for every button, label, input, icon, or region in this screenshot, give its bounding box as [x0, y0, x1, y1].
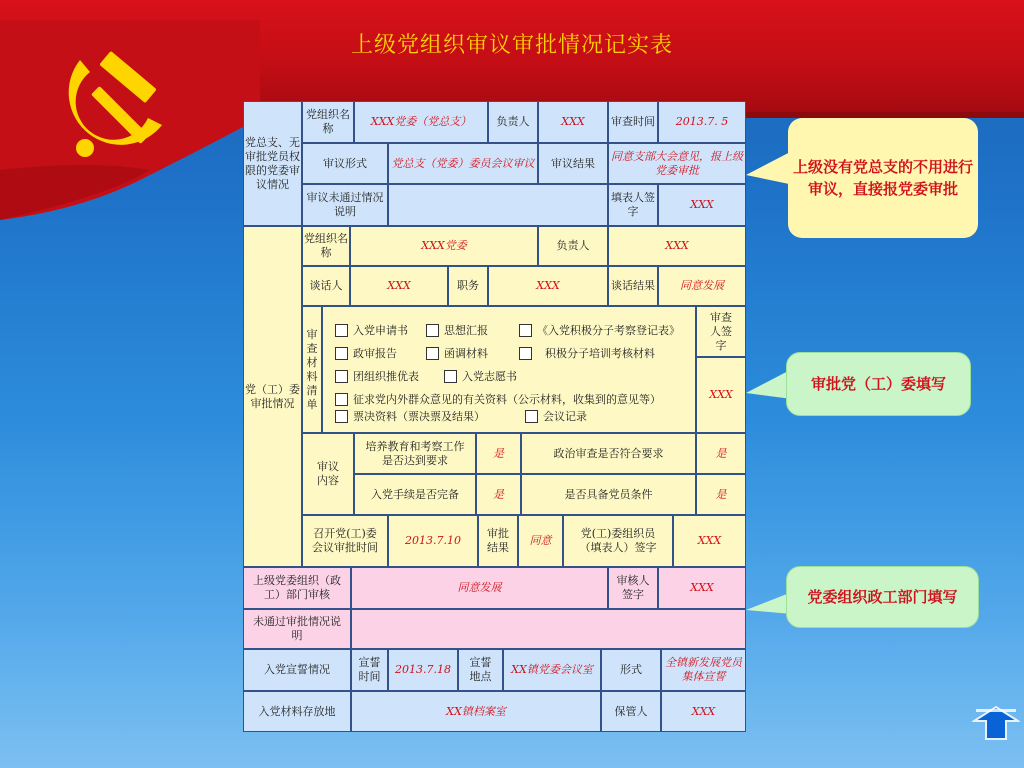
checkbox[interactable]: [525, 410, 538, 423]
position-label: 职务: [448, 266, 488, 306]
material-item: 入党申请书: [353, 324, 408, 337]
review-content-label: 审议内容: [302, 433, 354, 515]
talker-value[interactable]: XXX: [350, 266, 448, 306]
org-name-label: 党组织名称: [302, 101, 354, 143]
org2-name-value[interactable]: XXX党委: [350, 226, 538, 266]
keeper-value[interactable]: XXX: [661, 691, 746, 732]
reviewer-sign-label: 审查人签字: [696, 306, 746, 357]
oath-place-value[interactable]: XX镇党委会议室: [503, 649, 601, 691]
section3-not-passed-label: 未通过审批情况说明: [243, 609, 351, 649]
material-item: 政审报告: [353, 347, 397, 360]
committee-sign-value[interactable]: XXX: [673, 515, 746, 567]
filler-sign-label: 填表人签字: [608, 184, 658, 226]
callout-upper-no-branch: 上级没有党总支的不用进行审议，直接报党委审批: [788, 118, 978, 238]
checkbox[interactable]: [519, 324, 532, 337]
material-item: 积极分子培训考核材料: [545, 347, 655, 360]
review-form-value[interactable]: 党总支（党委）委员会议审议: [388, 143, 538, 184]
checkbox[interactable]: [335, 410, 348, 423]
question-3: 入党手续是否完备: [354, 474, 476, 515]
material-item: 思想汇报: [444, 324, 488, 337]
section3-value[interactable]: 同意发展: [351, 567, 608, 609]
storage-label: 入党材料存放地: [243, 691, 351, 732]
meeting-time-value[interactable]: 2013.7.10: [388, 515, 478, 567]
talk-result-label: 谈话结果: [608, 266, 658, 306]
oath-time-label: 宣誓时间: [351, 649, 388, 691]
question-4: 是否具备党员条件: [521, 474, 696, 515]
reviewer-sign-value[interactable]: XXX: [696, 357, 746, 433]
storage-value[interactable]: XX镇档案室: [351, 691, 601, 732]
talker-label: 谈话人: [302, 266, 350, 306]
review-time-label: 审查时间: [608, 101, 658, 143]
oath-time-value[interactable]: 2013.7.18: [388, 649, 458, 691]
review-form-label: 审议形式: [302, 143, 388, 184]
question-2: 政治审查是否符合要求: [521, 433, 696, 474]
checkbox[interactable]: [335, 347, 348, 360]
talk-result-value[interactable]: 同意发展: [658, 266, 746, 306]
material-item: 《入党积极分子考察登记表》: [537, 324, 680, 337]
auditor-sign-value[interactable]: XXX: [658, 567, 746, 609]
material-item: 票决资料（票决票及结果）: [353, 410, 485, 423]
meeting-time-label: 召开党(工)委会议审批时间: [302, 515, 388, 567]
oath-form-label: 形式: [601, 649, 661, 691]
org2-name-label: 党组织名称: [302, 226, 350, 266]
checkbox[interactable]: [426, 347, 439, 360]
keeper-label: 保管人: [601, 691, 661, 732]
answer-2[interactable]: 是: [696, 433, 746, 474]
materials-label: 审查材料清单: [302, 306, 322, 433]
review-time-value[interactable]: 2013.7. 5: [658, 101, 746, 143]
auditor-sign-label: 审核人签字: [608, 567, 658, 609]
material-item: 入党志愿书: [462, 370, 517, 383]
section2-label: 党（工）委审批情况: [243, 226, 302, 567]
committee-sign-label: 党(工)委组织员（填表人）签字: [563, 515, 673, 567]
org-name-value[interactable]: XXX党委（党总支）: [354, 101, 488, 143]
filler-sign-value[interactable]: XXX: [658, 184, 746, 226]
material-item: 会议记录: [543, 410, 587, 423]
answer-4[interactable]: 是: [696, 474, 746, 515]
head2-label: 负责人: [538, 226, 608, 266]
up-arrow-icon[interactable]: [972, 705, 1020, 741]
oath-label: 入党宣誓情况: [243, 649, 351, 691]
not-passed-value[interactable]: [388, 184, 608, 226]
material-item: 征求党内外群众意见的有关资料（公示材料，收集到的意见等）: [353, 393, 661, 406]
checkbox[interactable]: [426, 324, 439, 337]
head2-value[interactable]: XXX: [608, 226, 746, 266]
oath-form-value[interactable]: 全镇新发展党员集体宣誓: [661, 649, 746, 691]
oath-place-label: 宣誓地点: [458, 649, 503, 691]
material-item: 函调材料: [444, 347, 488, 360]
review-result-value[interactable]: 同意支部大会意见，报上级党委审批: [608, 143, 746, 184]
question-1: 培养教育和考察工作是否达到要求: [354, 433, 476, 474]
checkbox[interactable]: [519, 347, 532, 360]
checkbox[interactable]: [335, 393, 348, 406]
material-item: 团组织推优表: [353, 370, 419, 383]
callout-committee-fill: 审批党（工）委填写: [786, 352, 971, 416]
checkbox[interactable]: [335, 370, 348, 383]
checkbox[interactable]: [335, 324, 348, 337]
head-label: 负责人: [488, 101, 538, 143]
materials-list: [322, 306, 696, 433]
callout-org-dept-fill: 党委组织政工部门填写: [786, 566, 979, 628]
position-value[interactable]: XXX: [488, 266, 608, 306]
not-passed-label: 审议未通过情况说明: [302, 184, 388, 226]
answer-1[interactable]: 是: [476, 433, 521, 474]
approval-result-label: 审批结果: [478, 515, 518, 567]
approval-result-value[interactable]: 同意: [518, 515, 563, 567]
section3-label: 上级党委组织（政工）部门审核: [243, 567, 351, 609]
checkbox[interactable]: [444, 370, 457, 383]
section3-not-passed-value[interactable]: [351, 609, 746, 649]
head-value[interactable]: XXX: [538, 101, 608, 143]
record-form-table: [243, 101, 746, 732]
page-title: 上级党组织审议审批情况记实表: [350, 33, 673, 58]
answer-3[interactable]: 是: [476, 474, 521, 515]
section1-label: 党总支、无审批党员权限的党委审议情况: [243, 101, 302, 226]
review-result-label: 审议结果: [538, 143, 608, 184]
